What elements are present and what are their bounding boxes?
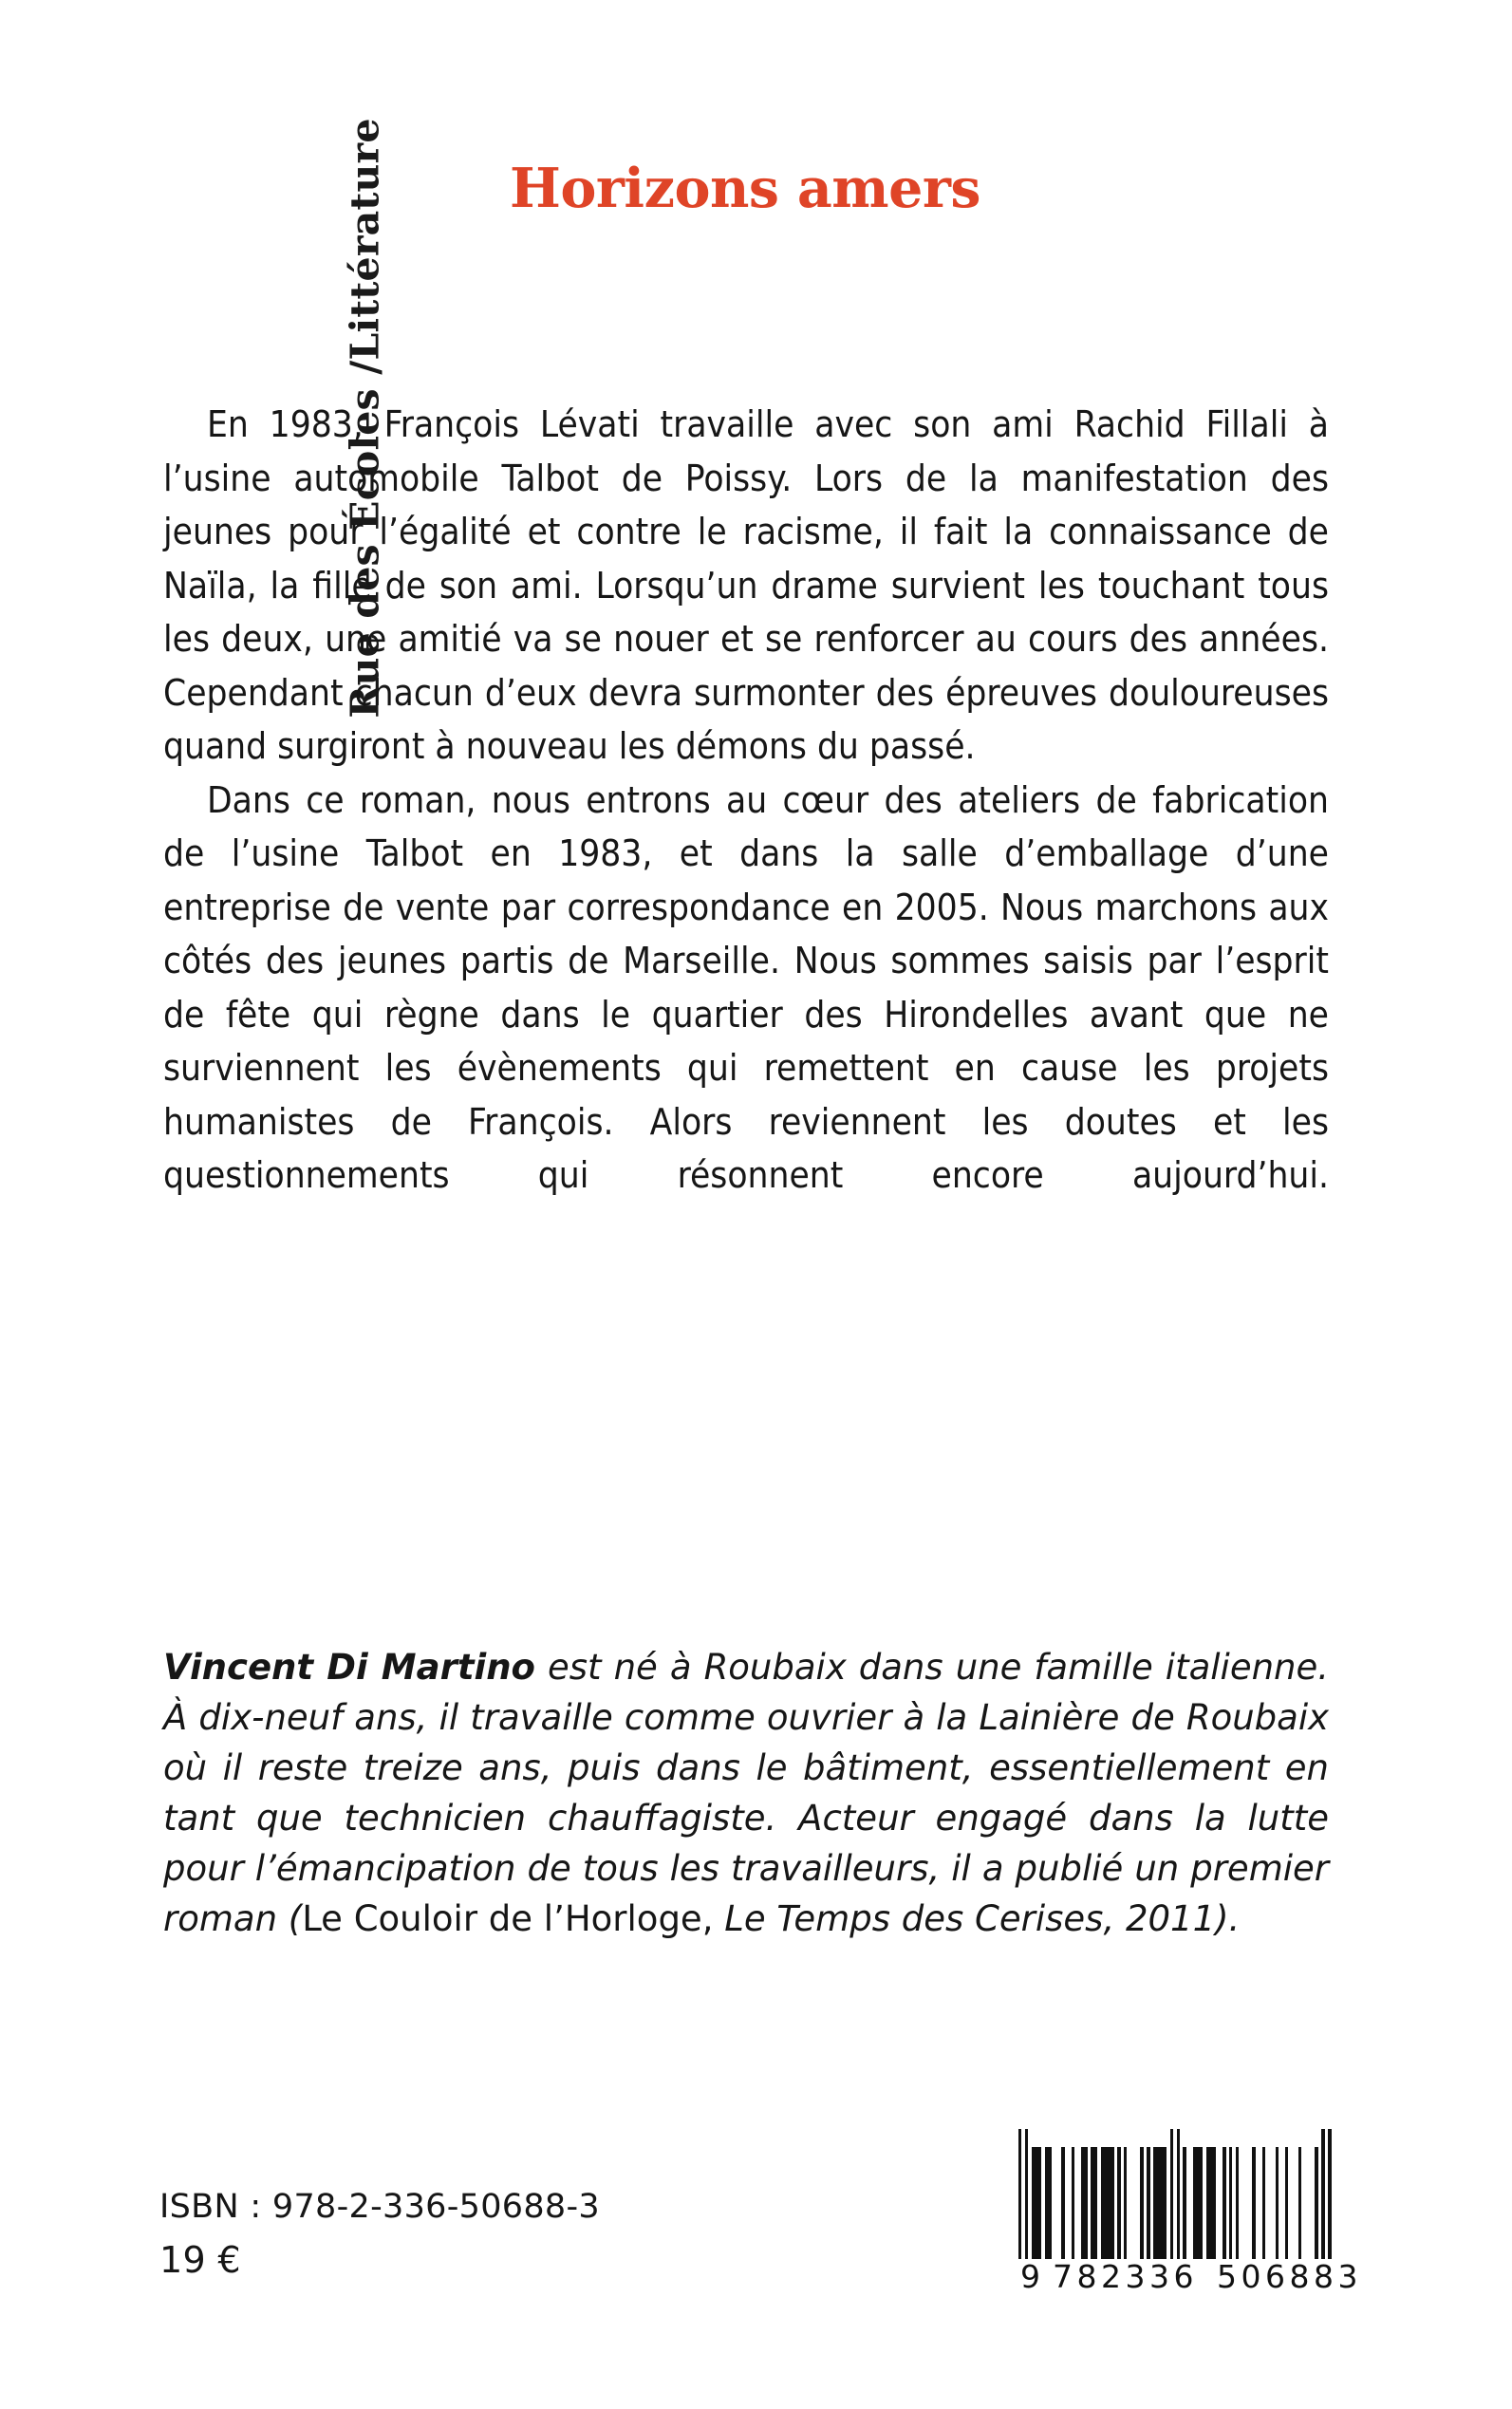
barcode-digits [1018, 2258, 1362, 2295]
author-name: Vincent Di Martino [163, 1647, 535, 1688]
barcode [1018, 2129, 1362, 2295]
barcode-digit-group-left: 9 [1020, 2258, 1041, 2295]
blurb-paragraph-1: En 1983, François Lévati travaille avec son ami Rachid Fillali à l’usine automobile Talbot de Poissy. Lors de la manifestation des jeunes pour l’égalité et contre le racisme, il fait la connaissance de Naïla, la fille de son ami. Lorsqu’un drame survient les touchant tous les deux, une amitié va se nouer et se renforcer au cours des années. Cependant chacun d’eux devra surmonter des épreuves douloureuses quand surgiront à nouveau les démons du passé. [163, 403, 1329, 768]
barcode-digit-group-right: 506883 [1216, 2258, 1362, 2295]
collection-label-text: Rue des Écoles /Littérature [342, 118, 388, 719]
previous-book-title: Le Couloir de l’Horloge [302, 1898, 702, 1939]
author-bio-text-2: , [701, 1898, 725, 1939]
isbn-price-block [159, 2183, 600, 2289]
book-title: Horizons amers [510, 157, 980, 220]
barcode-bars [1018, 2129, 1332, 2259]
publisher-name: Le Temps des Cerises [724, 1898, 1104, 1939]
author-bio-section [163, 1642, 1329, 1944]
barcode-digit-group-mid: 782336 [1053, 2258, 1198, 2295]
price-text: 19 € [159, 2239, 241, 2281]
collection-label [49, 95, 388, 759]
author-bio-text-1: est né à Roubaix dans une famille italienne. À dix-neuf ans, il travaille comme ouvrier à la Lainière de Roubaix où il reste treize ans, puis dans le bâtiment, essentiellement en tant que technicien chauffagiste. Acteur engagé dans la lutte pour l’émancipation de tous les travailleurs, il a publié un premier roman ( [163, 1647, 1330, 1939]
isbn-text: ISBN : 978-2-336-50688-3 [159, 2188, 600, 2226]
blurb-paragraph-2: Dans ce roman, nous entrons au cœur des ateliers de fabrication de l’usine Talbot en 1983, et dans la salle d’emballage d’une entreprise de vente par correspondance en 2005. Nous marchons aux côtés des jeunes partis de Marseille. Nous sommes saisis par l’esprit de fête qui règne dans le quartier des Hirondelles avant que ne surviennent les évènements qui remettent en cause les projets humanistes de François. Alors reviennent les doutes et les questionnements qui résonnent encore aujourd’hui. [163, 778, 1329, 1197]
blurb-section [163, 399, 1329, 1257]
author-bio-paragraph [163, 1642, 1329, 1944]
author-bio-text-3: , 2011). [1103, 1898, 1241, 1939]
